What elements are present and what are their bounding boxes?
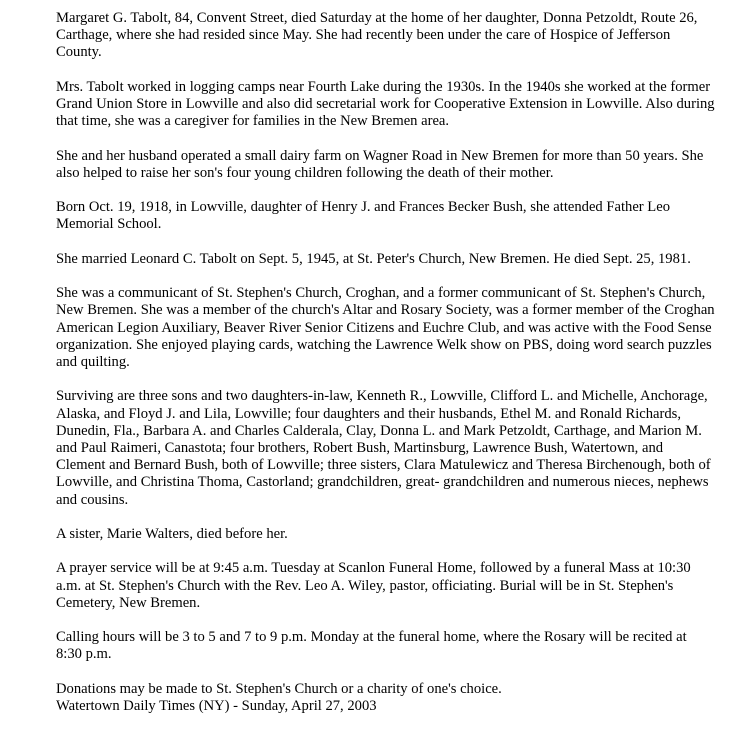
paragraph-predeceased: A sister, Marie Walters, died before her. — [56, 525, 288, 542]
paragraph-work-history: Mrs. Tabolt worked in logging camps near Fourth Lake during the 1930s. In the 1940s she worked at the former Grand Union Store in Lowville and also did secretarial work for Cooperative Extension in Lowville. Also during that time, she was a caregiver for families in the New Bremen area. — [56, 78, 715, 130]
paragraph-dairy-farm: She and her husband operated a small dairy farm on Wagner Road in New Bremen for more than 50 years. She also helped to raise her son's four young children following the death of their mother. — [56, 147, 704, 181]
paragraph-services: A prayer service will be at 9:45 a.m. Tuesday at Scanlon Funeral Home, followed by a funeral Mass at 10:30 a.m. at St. Stephen's Church with the Rev. Leo A. Wiley, pastor, officiating. Burial will be in St. Stephen's Cemetery, New Bremen. — [56, 560, 691, 611]
paragraph-donations: Donations may be made to St. Stephen's Church or a charity of one's choice. — [56, 680, 502, 697]
paragraph-death-notice: Margaret G. Tabolt, 84, Convent Street, died Saturday at the home of her daughter, Donna Petzoldt, Route 26, Carthage, where she had resided since May. She had recently been under the care of Hospice of Jefferson County. — [56, 10, 698, 61]
source-line: Watertown Daily Times (NY) - Sunday, April 27, 2003 — [56, 697, 377, 714]
paragraph-calling-hours: Calling hours will be 3 to 5 and 7 to 9 p.m. Monday at the funeral home, where the Rosary will be recited at 8:30 p.m. — [56, 629, 687, 663]
paragraph-marriage: She married Leonard C. Tabolt on Sept. 5, 1945, at St. Peter's Church, New Bremen. He died Sept. 25, 1981. — [56, 250, 691, 267]
paragraph-birth: Born Oct. 19, 1918, in Lowville, daughter of Henry J. and Frances Becker Bush, she attended Father Leo Memorial School. — [56, 199, 670, 233]
paragraph-church-activities: She was a communicant of St. Stephen's Church, Croghan, and a former communicant of St. Stephen's Church, New Bremen. She was a member of the church's Altar and Rosary Society, was a former member of the Croghan American Legion Auxiliary, Beaver River Senior Citizens and Euchre Club, and was active with the Food Sense organization. She enjoyed playing cards, watching the Lawrence Welk show on PBS, doing word search puzzles and quilting. — [56, 285, 715, 370]
paragraph-survivors: Surviving are three sons and two daughters-in-law, Kenneth R., Lowville, Clifford L. and Michelle, Anchorage, Alaska, and Floyd J. and Lila, Lowville; four daughters and their husbands, Ethel M. and Ronald Richards, Dunedin, Fla., Barbara A. and Charles Calderala, Clay, Donna L. and Mark Petzoldt, Carthage, and Marion M. and Paul Raimeri, Canastota; four brothers, Robert Bush, Martinsburg, Lawrence Bush, Watertown, and Clement and Bernard Bush, both of Lowville; three sisters, Clara Matulewicz and Theresa Birchenough, both of Lowville, and Christina Thoma, Castorland; grandchildren, great- grandchildren and numerous nieces, nephews and cousins. — [56, 388, 711, 508]
